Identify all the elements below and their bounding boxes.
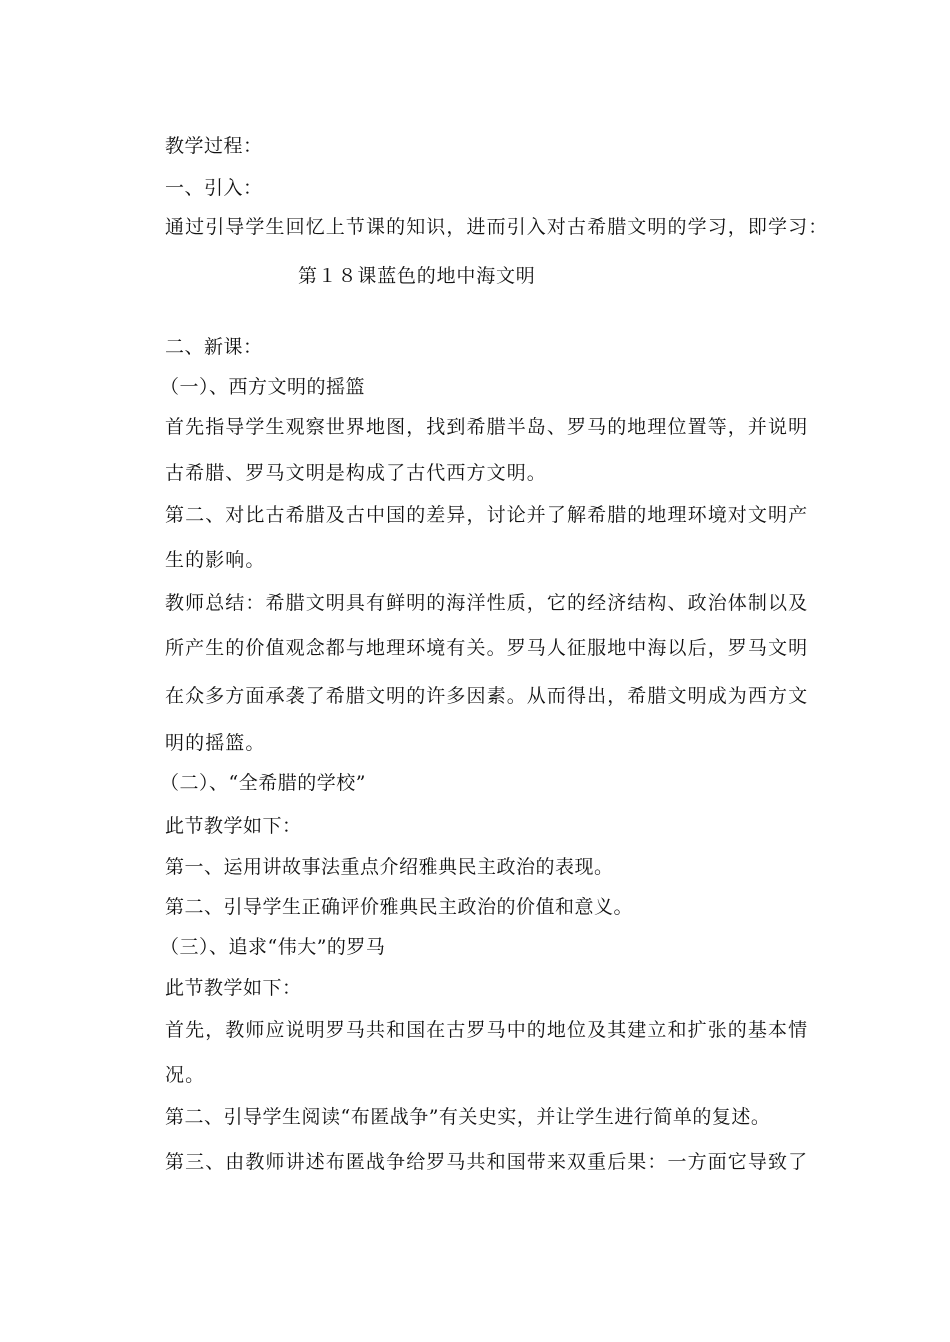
heading-new-lesson: 二、新课： [165,336,263,358]
paragraph-line: 明的摇篮。 [165,732,266,754]
section-heading-2: （二）、“全希腊的学校” [160,772,366,794]
paragraph-line: 通过引导学生回忆上节课的知识，进而引入对古希腊文明的学习，即学习： [165,216,829,238]
lesson-title: 第１８课蓝色的地中海文明 [298,265,536,287]
paragraph-line: 第一、运用讲故事法重点介绍雅典民主政治的表现。 [165,856,614,878]
paragraph-line: 所产生的价值观念都与地理环境有关。罗马人征服地中海以后，罗马文明 [165,637,809,659]
paragraph-line: 生的影响。 [165,549,266,571]
section-heading-1: （一）、西方文明的摇篮 [160,376,366,398]
paragraph-line: 此节教学如下： [165,815,302,837]
paragraph-line: 古希腊、罗马文明是构成了古代西方文明。 [165,462,547,484]
paragraph-line: 第三、由教师讲述布匿战争给罗马共和国带来双重后果：一方面它导致了 [165,1151,809,1173]
paragraph-line: 首先指导学生观察世界地图，找到希腊半岛、罗马的地理位置等，并说明 [165,416,809,438]
paragraph-line: 第二、引导学生阅读“布匿战争”有关史实，并让学生进行简单的复述。 [165,1106,771,1128]
section-heading-3: （三）、追求“伟大”的罗马 [160,936,386,958]
heading-introduction: 一、引入： [165,177,263,199]
paragraph-line: 第二、引导学生正确评价雅典民主政治的价值和意义。 [165,896,634,918]
paragraph-line: 况。 [165,1064,206,1086]
paragraph-line: 第二、对比古希腊及古中国的差异，讨论并了解希腊的地理环境对文明产 [165,504,809,526]
paragraph-line: 首先，教师应说明罗马共和国在古罗马中的地位及其建立和扩张的基本情 [165,1019,809,1041]
heading-teaching-process: 教学过程： [165,135,263,157]
paragraph-line: 此节教学如下： [165,977,302,999]
paragraph-line: 教师总结：希腊文明具有鲜明的海洋性质，它的经济结构、政治体制以及 [165,592,809,614]
paragraph-line: 在众多方面承袭了希腊文明的许多因素。从而得出，希腊文明成为西方文 [165,685,809,707]
